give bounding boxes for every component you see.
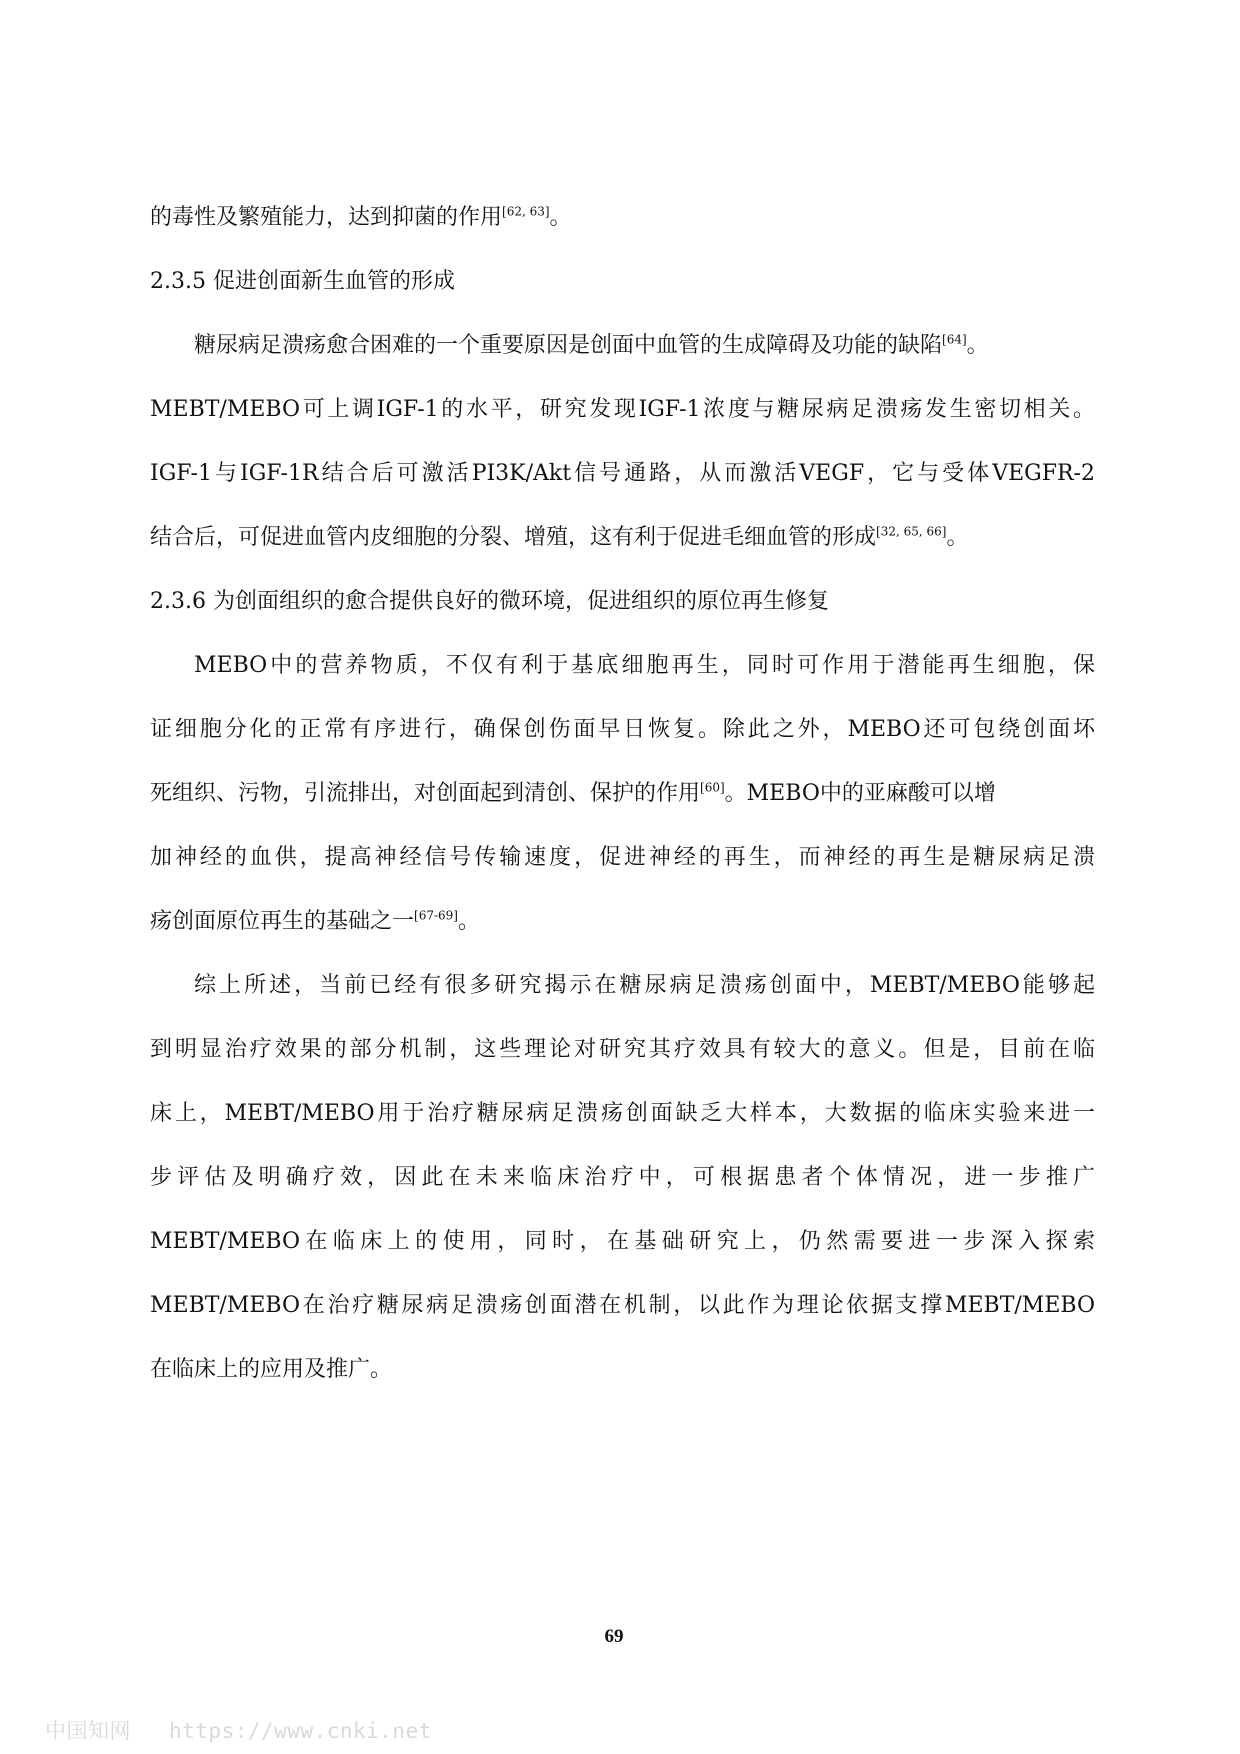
paragraph-line [150,523,1095,553]
line-text: IGF-1与IGF-1R结合后可激活PI3K/Akt信号通路，从而激活VEGF，它与受体VEGFR-2 [150,461,1095,486]
line-end-text: 。 [966,333,989,358]
page-content [150,203,1095,1385]
cnki-watermark [45,1715,432,1745]
heading-text: 2.3.6 为创面组织的愈合提供良好的微环境，促进组织的原位再生修复 [150,589,829,614]
page-number: 69 [604,1626,624,1647]
line-text: MEBT/MEBO在临床上的使用，同时，在基础研究上，仍然需要进一步深入探索 [150,1229,1095,1254]
paragraph-line [150,843,1095,873]
line-text: 步评估及明确疗效，因此在未来临床治疗中，可根据患者个体情况，进一步推广 [150,1165,1095,1190]
paragraph-line [150,1291,1095,1321]
line-text: MEBT/MEBO在治疗糖尿病足溃疡创面潜在机制，以此作为理论依据支撑MEBT/MEBO [150,1293,1095,1318]
line-text: 综上所述，当前已经有很多研究揭示在糖尿病足溃疡创面中，MEBT/MEBO能够起 [194,973,1095,998]
paragraph-line [150,395,1095,425]
citation-superscript: [67-69] [414,908,458,923]
watermark-url: https://www.cnki.net [169,1719,432,1743]
paragraph-line [150,779,1095,809]
line-text: 床上，MEBT/MEBO用于治疗糖尿病足溃疡创面缺乏大样本，大数据的临床实验来进一 [150,1101,1095,1126]
line-text: 到明显治疗效果的部分机制，这些理论对研究其疗效具有较大的意义。但是，目前在临 [150,1037,1095,1062]
paragraph-line [150,459,1095,489]
line-text: 糖尿病足溃疡愈合困难的一个重要原因是创面中血管的生成障碍及功能的缺陷 [194,333,943,358]
line-text: MEBT/MEBO可上调IGF-1的水平，研究发现IGF-1浓度与糖尿病足溃疡发生密切相关。 [150,397,1095,422]
watermark-brand: 中国知网 [45,1719,131,1743]
paragraph-microenvironment [150,651,1095,937]
line-end-text: 。 [946,525,969,550]
paragraph-line [150,1227,1095,1257]
line-text: 加神经的血供，提高神经信号传输速度，促进神经的再生，而神经的再生是糖尿病足溃 [150,845,1095,870]
paragraph-line [150,1099,1095,1129]
paragraph-line [150,1355,1095,1385]
line-text: 的毒性及繁殖能力，达到抑菌的作用 [150,205,503,230]
paragraph-line [150,331,1095,361]
paragraph-line [150,1035,1095,1065]
citation-superscript: [62, 63] [502,204,550,219]
paragraph-line [150,1163,1095,1193]
line-end-text: 。MEBO中的亚麻酸可以增 [724,781,996,806]
section-heading-2-3-6 [150,587,1095,617]
section-heading-2-3-5 [150,267,1095,297]
paragraph-line [150,651,1095,681]
citation-superscript: [32, 65, 66] [876,524,947,539]
line-text: 在临床上的应用及推广。 [150,1357,393,1382]
line-end-text: 。 [457,909,480,934]
line-text: MEBO中的营养物质，不仅有利于基底细胞再生，同时可作用于潜能再生细胞，保 [194,653,1095,678]
line-text: 疡创面原位再生的基础之一 [150,909,415,934]
line-text: 证细胞分化的正常有序进行，确保创伤面早日恢复。除此之外，MEBO还可包绕创面坏 [150,717,1095,742]
paragraph-line [150,971,1095,1001]
paragraph-line [150,715,1095,745]
line-end-text: 。 [549,205,572,230]
paragraph-summary [150,971,1095,1385]
citation-superscript: [64] [942,332,967,347]
citation-superscript: [60] [700,780,725,795]
continuation-line [150,203,1095,233]
heading-text: 2.3.5 促进创面新生血管的形成 [150,269,455,294]
line-text: 结合后，可促进血管内皮细胞的分裂、增殖，这有利于促进毛细血管的形成 [150,525,877,550]
paragraph-blood-vessel [150,331,1095,553]
line-text: 死组织、污物，引流排出，对创面起到清创、保护的作用 [150,781,701,806]
paragraph-line [150,907,1095,937]
